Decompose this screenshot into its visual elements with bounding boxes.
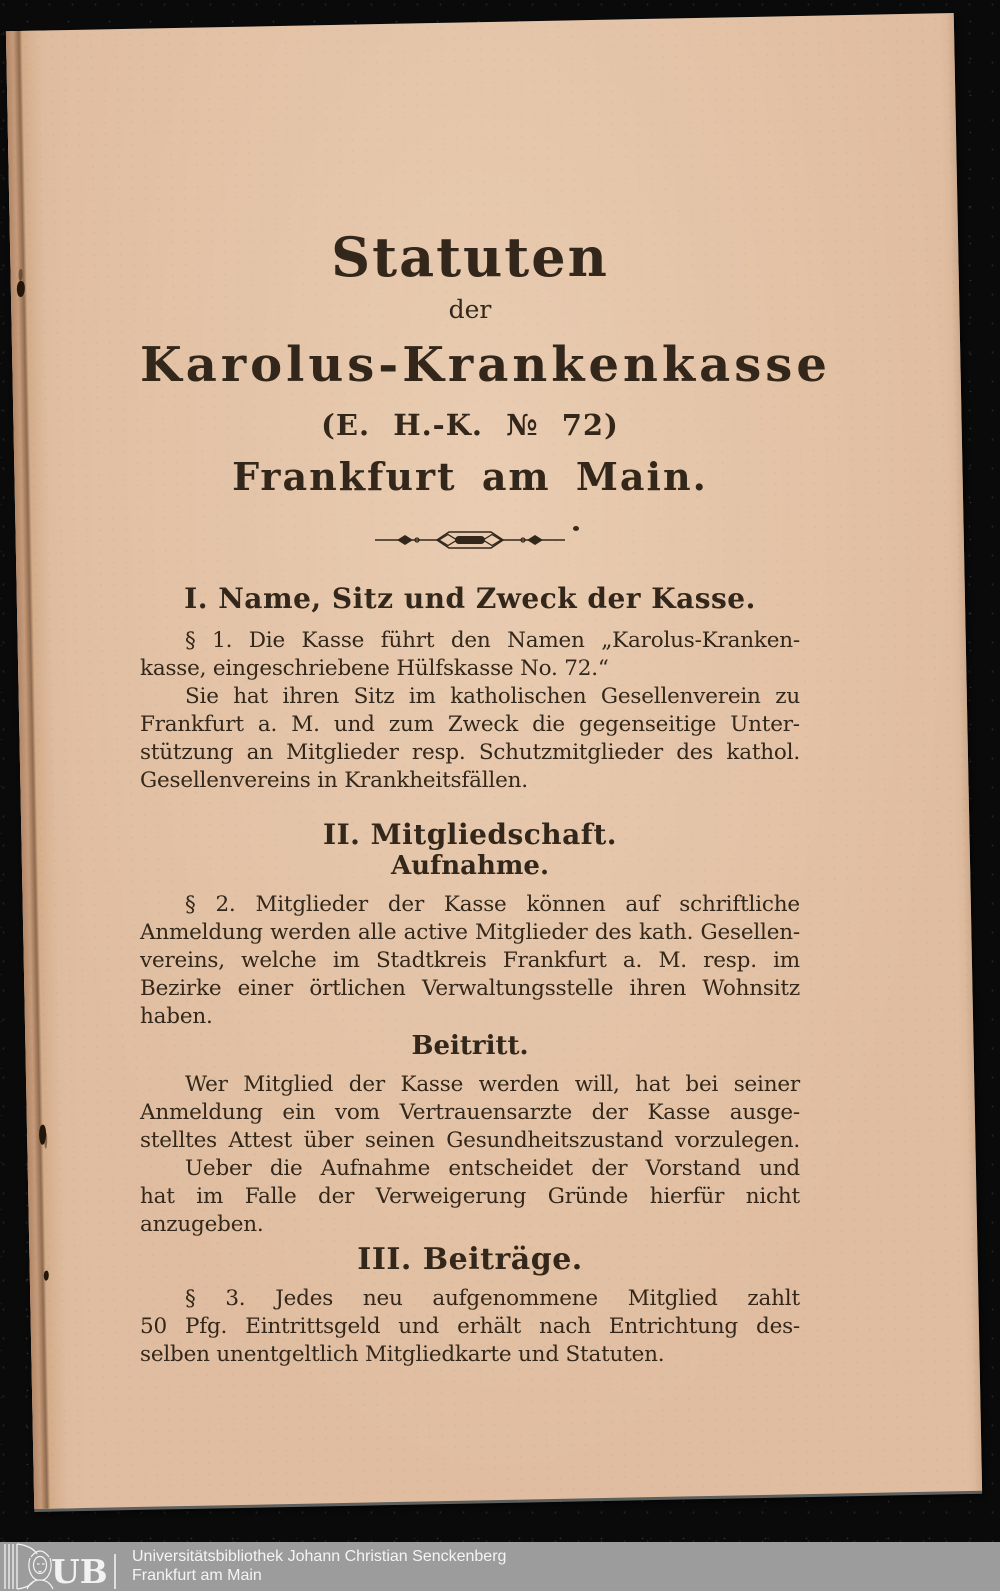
text-line: Frankfurt a. M. und zum Zweck die gegenseitige Unter- — [140, 712, 800, 737]
ornamental-divider — [140, 530, 800, 550]
divider-ornament-icon — [375, 530, 565, 550]
registration-number: (E. H.-K. № 72) — [321, 408, 619, 442]
ub-library-logo — [2, 1542, 122, 1591]
paragraph — [140, 627, 800, 795]
paragraph — [140, 1285, 800, 1369]
document-title: Statuten — [331, 225, 609, 289]
binding-stitch — [39, 1125, 46, 1145]
organization-name: Karolus-Krankenkasse — [140, 337, 831, 393]
library-name-block — [132, 1542, 506, 1591]
text-line: Anmeldung werden alle active Mitglieder des kath. Gesellen- — [140, 920, 800, 945]
senckenberg-portrait-icon — [27, 1551, 53, 1589]
text-line: Wer Mitglied der Kasse werden will, hat bei seiner — [185, 1072, 800, 1097]
ub-logo-text: UB — [51, 1552, 108, 1591]
section-heading: I. Name, Sitz und Zweck der Kasse. — [184, 582, 756, 615]
section-1 — [140, 583, 800, 795]
text-line: selben unentgeltlich Mitgliedkarte und Statuten. — [140, 1342, 665, 1367]
text-line: kasse, eingeschriebene Hülfskasse No. 72.“ — [140, 656, 609, 681]
document-subtitle-der: der — [448, 295, 492, 324]
text-line: § 2. Mitglieder der Kasse können auf schriftliche — [185, 892, 800, 917]
text-line: § 1. Die Kasse führt den Namen „Karolus-Kranken- — [185, 628, 800, 653]
section-2 — [140, 819, 800, 1239]
text-line: haben. — [140, 1004, 213, 1029]
sections-container — [140, 583, 800, 1369]
text-line: stützung an Mitglieder resp. Schutzmitglieder des kathol. — [140, 740, 800, 765]
text-line: stelltes Attest über seinen Gesundheitszustand vorzulegen. — [140, 1128, 800, 1153]
text-line: vereins, welche im Stadtkreis Frankfurt a. M. resp. im — [140, 948, 800, 973]
binding-stitch — [17, 281, 25, 297]
text-line: 50 Pfg. Eintrittsgeld und erhält nach Entrichtung des- — [140, 1314, 800, 1339]
location-line: Frankfurt am Main. — [232, 454, 708, 499]
text-line: Bezirke einer örtlichen Verwaltungsstelle ihren Wohnsitz — [140, 976, 800, 1001]
section-3 — [140, 1243, 800, 1369]
text-line: Anmeldung ein vom Vertrauensarzte der Kasse ausge- — [140, 1100, 800, 1125]
library-name: Universitätsbibliothek Johann Christian Senckenberg — [132, 1548, 507, 1565]
text-line: Sie hat ihren Sitz im katholischen Gesellenverein zu — [185, 684, 800, 709]
text-line: anzugeben. — [140, 1212, 264, 1237]
text-line: hat im Falle der Verweigerung Gründe hierfür nicht — [140, 1184, 800, 1209]
library-city: Frankfurt am Main — [132, 1567, 262, 1584]
section-heading: II. Mitgliedschaft. — [322, 818, 618, 851]
text-line: Ueber die Aufnahme entscheidet der Vorstand und — [185, 1156, 800, 1181]
binding-stitch — [44, 1271, 49, 1281]
ink-speck — [573, 526, 579, 531]
subheading: Beitritt. — [411, 1031, 529, 1061]
section-heading: III. Beiträge. — [357, 1242, 583, 1277]
text-line: Gesellenvereins in Krankheitsfällen. — [140, 768, 528, 793]
text-line: § 3. Jedes neu aufgenommene Mitglied zahlt — [185, 1286, 800, 1311]
document-content — [140, 0, 831, 1369]
paragraph — [140, 891, 800, 1031]
paragraph — [140, 1071, 800, 1239]
library-watermark-bar — [0, 1542, 1000, 1591]
subheading: Aufnahme. — [390, 851, 550, 881]
